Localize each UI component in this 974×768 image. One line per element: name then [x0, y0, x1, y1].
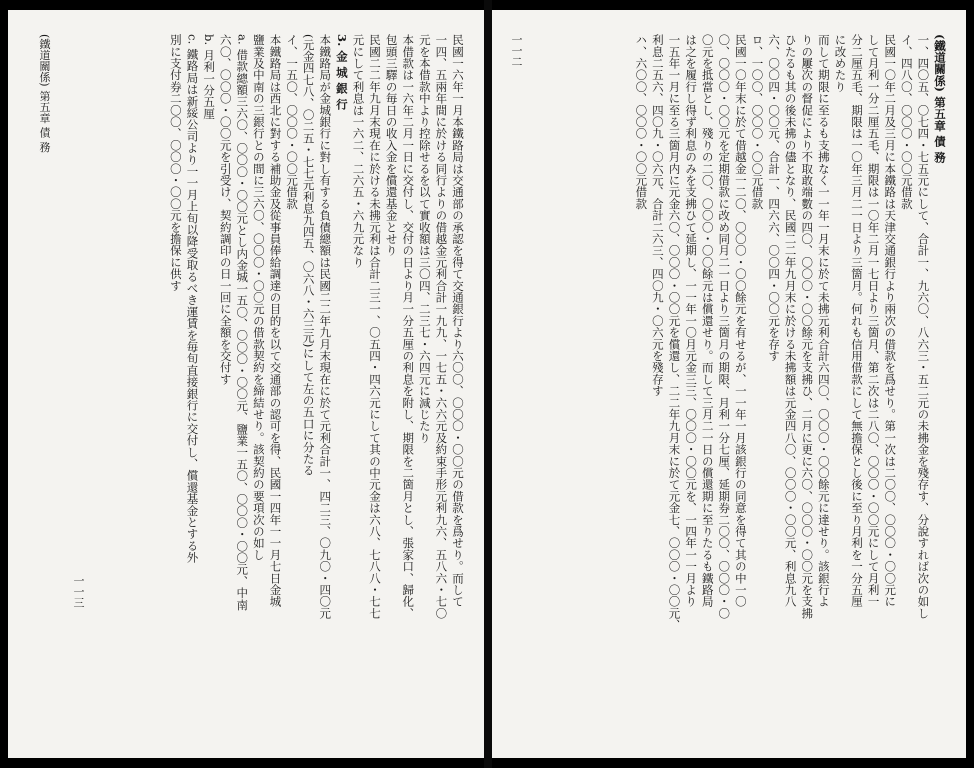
- running-header: (鐵道關係) 第五章 債 務: [38, 34, 51, 153]
- text-line: 元にして利息は一六二、二六五・六九元なり: [351, 34, 366, 268]
- text-line: b. 月利一分五厘: [202, 34, 217, 120]
- text-line: 別に支付券二〇〇、〇〇〇・〇〇元を擔保に供す: [168, 34, 183, 292]
- text-line: は之を履行し得ず利息のみを支拂ひて延期し、一一年一〇月元金三三、〇〇〇・〇〇元を、一四年一一月より: [684, 34, 699, 608]
- text-line: 本鐵路局は西北に對する補助金及從事員俸給調達の目的を以て交通部の認可を得、民國一四年一一月七日金城: [268, 34, 283, 608]
- text-line: 本借款は一六年二月一日に交付し、交付の日より月一分五厘の利息を附し、期限を二箇月とし、張家口、歸化、: [401, 34, 416, 619]
- page-number: 一一二: [510, 34, 523, 67]
- text-line: イ、一五〇、〇〇〇・〇〇元借款: [285, 34, 300, 210]
- text-line: 分二厘五毛、期限は一〇年三月二一日より三箇月。何れも信用借款にして無擔保とし後に至り月利を一分五厘: [850, 34, 865, 608]
- right-page-body: [512, 34, 948, 734]
- text-line: ハ、六〇〇、〇〇〇・〇〇元借款: [634, 34, 649, 210]
- text-line: 本鐵路局が金城銀行に對し有する負債總額は民國二二年九月末現在に於て元利合計一、四二三、〇九〇・四〇元: [318, 34, 333, 619]
- text-line: 〇元を抵當とし、殘りの二〇、〇〇〇・〇〇餘元は償還せり。而して三月二一日の償還期に至りたるも鐵路局: [700, 34, 715, 608]
- text-line: (元金四七八、〇二五・七七元利息九四五、〇六八・六三元)にして左の五口に分たる: [301, 34, 316, 477]
- text-line: 六、〇〇四・〇〇元、合計一、四六六、〇〇四・〇〇元を存す: [767, 34, 782, 362]
- text-line: 一五年一月に至る三箇月内に元金六〇、〇〇〇・〇〇元を償還し、二二年九月末に於て元金七、〇〇〇・〇〇元、: [667, 34, 682, 631]
- text-line: 民國一六年一月本鐵路局は交通部の承認を得て交通銀行より六〇〇、〇〇〇・〇〇元の借款を爲せり。而して: [451, 34, 465, 608]
- text-line: に改めたり: [833, 34, 848, 93]
- text-line: 六〇、〇〇〇・〇〇元を引受け、契約調印の日一回に全額を交付す: [218, 34, 233, 385]
- text-line: 元を本借款中より控除せるを以て實收額は三〇四、二三七・六四元に減じたり: [417, 34, 432, 444]
- text-line: りの屢次の督促により不取敢端數の四〇、〇〇〇・〇〇餘元を支拂ひ、二月に更に六〇、〇〇〇・〇〇元を支拂: [800, 34, 815, 619]
- text-line: 一四、五兩年間に於ける同行よりの借越金元利合計一九九、一七五・六六元及約束手形元利九六、五八六・七〇: [434, 34, 449, 619]
- page-number: 一一三: [72, 575, 85, 608]
- left-page: [8, 10, 484, 758]
- book-gutter: [484, 0, 492, 768]
- text-line: 利息二五六、四〇九・〇六元、合計二六三、四〇九・〇六元を殘存す: [650, 34, 665, 397]
- text-line: 一、四〇五、〇七四・七五元にして、合計一、九六〇、八六三・五二元の未拂金を殘存す、分說すれば次の如し: [916, 34, 931, 619]
- left-page-body: [36, 34, 466, 734]
- text-line: 民國一〇年二月及三月に本鐵路は天津交通銀行より兩次の借款を爲せり。第一次は二〇〇、〇〇〇・〇〇元に: [883, 34, 898, 608]
- right-page: [492, 10, 966, 758]
- text-line: 民國一〇年末に於て借越金一二〇、〇〇〇・〇〇餘元を有せるが、一一年一月該銀行の同意を得て其の中一〇: [733, 34, 748, 608]
- text-line: 包頭三驛の毎日の收入金を償還基金とせり: [384, 34, 399, 257]
- text-line: ロ、一〇〇、〇〇〇・〇〇元借款: [750, 34, 765, 210]
- text-line: 民國二二年九月末現在に於ける未拂元利は合計二三一、〇五四・四六元にして其の中元金は六八、七八八・七七: [368, 34, 383, 619]
- running-header: (鐵道關係) 第五章 債 務: [933, 34, 947, 164]
- text-line: ひたるも其の後未拂の儘となり、民國二二年九月末に於ける未拂額は元金四八〇、〇〇〇・〇〇元、利息九八: [783, 34, 798, 608]
- text-line: して月利一分二厘五毛、期限は一〇年二月一七日より三箇月、第二次は二八〇、〇〇〇・〇〇元にして月利一: [866, 34, 881, 608]
- text-line: 〇、〇〇〇・〇〇元を定期借款に改め同月二一日より三箇月の期限、月利一分七厘、延期券二〇〇、〇〇〇・〇: [717, 34, 732, 619]
- section-heading: 3. 金 城 銀 行: [334, 34, 349, 111]
- text-line: イ、四八〇、〇〇〇・〇〇元借款: [899, 34, 914, 210]
- text-line: a. 借款總額三六〇、〇〇〇・〇〇元とし内金城一五〇、〇〇〇・〇〇元、鹽業一五〇、〇〇〇・〇〇元、中南: [235, 34, 250, 611]
- text-line: c. 鐵路局は新綏公司より一一月上旬以降受取るべき運賃を毎旬直接銀行に交付し、償還基金とする外: [185, 34, 200, 564]
- text-line: 而して期限に至るも支拂なく一一年一月末に於て未拂元利合計六四〇、〇〇〇・〇〇餘元に達せり。該銀行よ: [816, 34, 831, 608]
- text-line: 鹽業及中南の三銀行との間に三六〇、〇〇〇・〇〇元の借款契約を締結せり。該契約の要項次の如し: [251, 34, 266, 561]
